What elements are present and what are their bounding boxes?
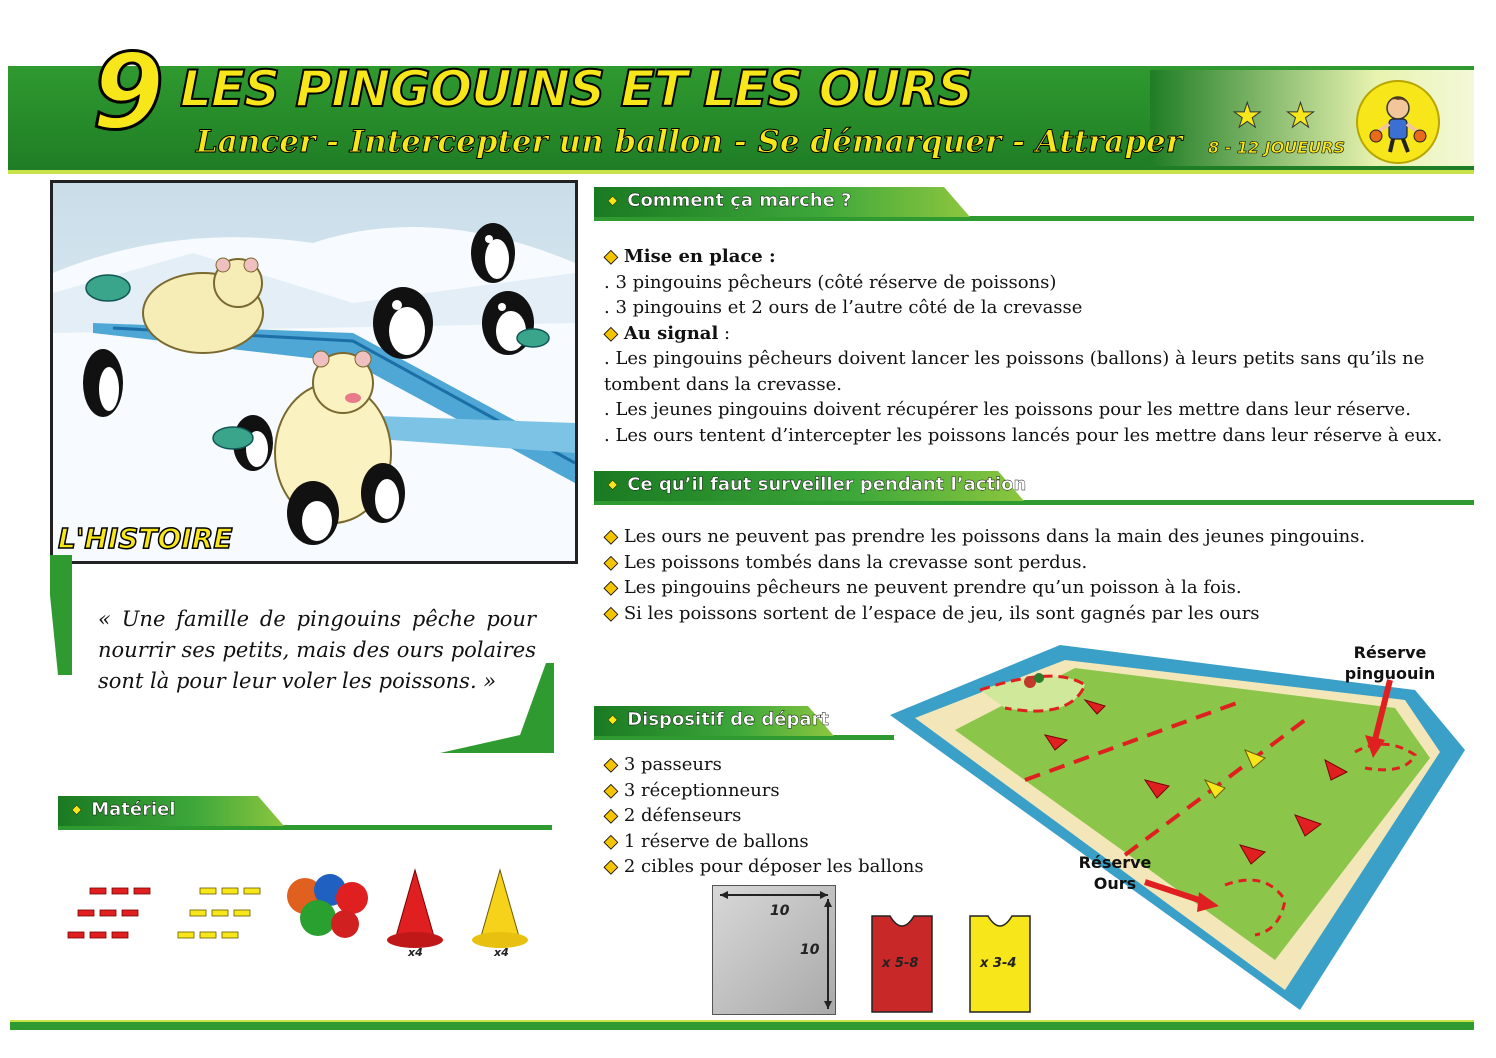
red-cone-icon — [387, 870, 443, 948]
section-how-it-works: ◆ Comment ça marche ? — [594, 187, 1474, 217]
list-item: ◆ Si les poissons sortent de l’espace de jeu, ils sont gagnés par les ours — [604, 602, 1260, 624]
list-item: ◆ Les ours ne peuvent pas prendre les poissons dans la main des jeunes pingouins. — [604, 526, 1366, 547]
field-width-label: 10 — [770, 903, 790, 919]
diamond-bullet-icon: ◆ — [604, 246, 618, 267]
red-bib-count: x 5-8 — [882, 956, 919, 971]
setup-heading: Mise en place — [623, 246, 763, 267]
kid-ball-icon — [1358, 82, 1438, 162]
game-skills: Lancer - Intercepter un ballon - Se démarquer - Attraper — [196, 124, 1183, 160]
player-count: 8 - 12 JOUEURS — [1208, 138, 1346, 157]
yellow-cone-count: x4 — [494, 946, 509, 959]
list-item: ◆ 3 réceptionneurs — [604, 779, 780, 801]
balls-icon — [287, 874, 368, 938]
diamond-bullet-icon: ◆ — [604, 551, 618, 573]
setup-list — [604, 752, 924, 880]
yellow-cone-icon — [472, 870, 528, 948]
diamond-bullet-icon: ◆ — [604, 322, 618, 344]
story-illustration — [50, 180, 578, 564]
story-label: L'HISTOIRE — [58, 522, 233, 555]
yellow-markers-icon — [178, 888, 260, 938]
red-markers-icon — [68, 888, 150, 938]
diamond-bullet-icon: ◆ — [604, 856, 618, 877]
setup-item: . 3 pingouins et 2 ours de l’autre côté de la crevasse — [604, 297, 1083, 318]
how-it-works-body: ◆ Mise en place : . 3 pingouins pêcheurs (côté réserve de poissons) . 3 pingouins et 2 ours de l’autre côté de la crevasse ◆ Au signal : . Les pingouins pêcheurs doivent lancer les poissons (ballons) à leurs petits sans qu’ils ne tombent dans la crevasse. . Les jeunes pingouins doivent récupérer les poissons pour les mettre dans leur réserve. . Les ours tentent d’intercepter les poissons lancés pour les mettre dans leur réserve à eux. — [604, 244, 1464, 448]
list-item: ◆ 2 cibles pour déposer les ballons — [604, 856, 924, 877]
watch-list — [604, 524, 1464, 626]
diamond-bullet-icon: ◆ — [604, 602, 618, 624]
signal-heading: Au signal — [623, 322, 719, 344]
section-setup: ◆ Dispositif de départ — [594, 706, 894, 736]
game-title: LES PINGOUINS ET LES OURS — [180, 60, 973, 118]
reserve-bears-label: Réserve Ours — [1078, 853, 1152, 893]
yellow-bib-count: x 3-4 — [980, 956, 1017, 971]
footer-bar — [10, 1020, 1474, 1030]
red-cone-count: x4 — [408, 946, 423, 959]
diamond-bullet-icon: ◆ — [604, 526, 618, 547]
diamond-bullet-icon: ◆ — [604, 830, 618, 852]
diamond-bullet-icon: ◆ — [604, 805, 618, 826]
story-quote: « Une famille de pingouins pêche pour nourrir ses petits, mais des ours polaires sont là pour leur voler les poissons. » — [98, 607, 536, 693]
mascot-logo — [1356, 80, 1440, 164]
section-title: Matériel — [91, 799, 176, 820]
section-title: Dispositif de départ — [627, 709, 830, 730]
list-item: ◆ Les pingouins pêcheurs ne peuvent prendre qu’un poisson à la fois. — [604, 577, 1242, 598]
list-item: ◆ Les poissons tombés dans la crevasse sont perdus. — [604, 551, 1088, 573]
setup-item: . 3 pingouins pêcheurs (côté réserve de poissons) — [604, 271, 1057, 293]
list-item: ◆ 1 réserve de ballons — [604, 830, 809, 852]
section-title: Ce qu’il faut surveiller pendant l’action — [627, 474, 1027, 495]
difficulty-stars: ★ ★ — [1232, 96, 1322, 136]
diamond-bullet-icon: ◆ — [604, 577, 618, 598]
field-height-label: 10 — [800, 942, 820, 958]
signal-item: . Les ours tentent d’intercepter les poissons lancés pour les mettre dans leur réserve à eux. — [604, 424, 1443, 446]
list-item: ◆ 2 défenseurs — [604, 805, 742, 826]
signal-item: . Les pingouins pêcheurs doivent lancer les poissons (ballons) à leurs petits sans qu’ils ne tombent dans la crevasse. — [604, 348, 1425, 395]
section-title: Comment ça marche ? — [627, 190, 852, 211]
game-number: 9 — [92, 31, 165, 153]
signal-item: . Les jeunes pingouins doivent récupérer les poissons pour les mettre dans leur réserve. — [604, 399, 1411, 420]
section-watch: ◆ Ce qu’il faut surveiller pendant l’action — [594, 471, 1474, 501]
diamond-bullet-icon: ◆ — [604, 779, 618, 801]
list-item: ◆ 3 passeurs — [604, 754, 722, 775]
reserve-penguin-label: Réserve pinguouin — [1344, 643, 1436, 683]
section-materials: ◆ Matériel — [58, 796, 552, 826]
diamond-bullet-icon: ◆ — [604, 754, 618, 775]
materials-illustration — [60, 860, 550, 970]
